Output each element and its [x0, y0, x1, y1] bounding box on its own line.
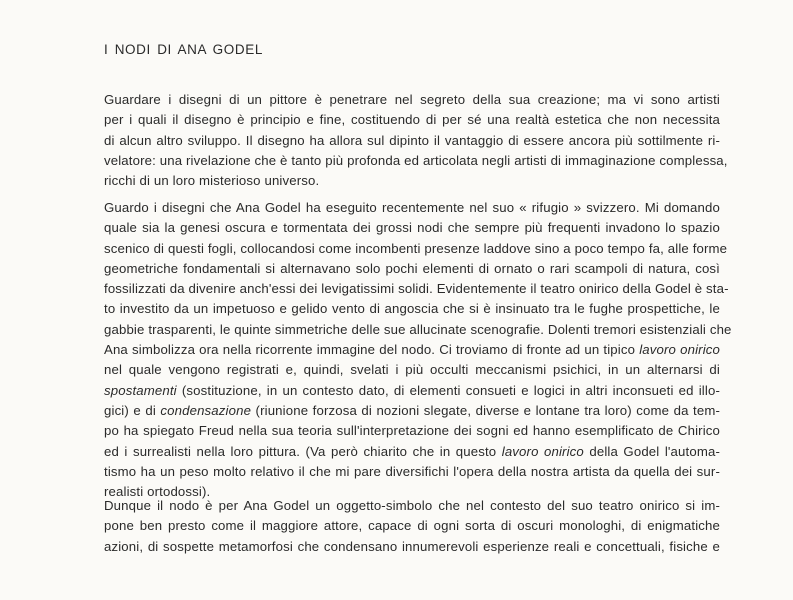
- paragraph-1: [104, 90, 728, 191]
- text-line: quale sia la genesi oscura e tormentata dei grossi nodi che sempre più frequenti invadono lo spazio: [104, 220, 720, 236]
- text-line: gabbie trasparenti, le quinte simmetriche delle sue allucinate scenografie. Dolenti tremori esistenziali che: [104, 321, 732, 337]
- text-line: ed i surrealisti nella loro pittura. (Va però chiarito che in questo lavoro onirico della Godel l'automa-: [104, 443, 720, 459]
- text-line: gici) e di condensazione (riunione forzosa di nozioni slegate, diverse e lontane tra loro) come da tem-: [104, 402, 720, 418]
- text-line: fossilizzati da divenire anch'essi dei levigatissimi solidi. Evidentemente il teatro onirico della Godel è sta-: [104, 281, 729, 297]
- text-line: Dunque il nodo è per Ana Godel un oggetto-simbolo che nel contesto del suo teatro onirico si im-: [104, 498, 720, 513]
- text-line: tismo ha un peso molto relativo il che mi pare diversifichi l'opera della nostra artista da quella dei sur-: [104, 463, 720, 479]
- text-line: scenico di questi fogli, collocandosi come incombenti presenze laddove sino a poco tempo fa, alle forme: [104, 240, 728, 256]
- text-line: po ha spiegato Freud nella sua teoria sull'interpretazione dei sogni ed hanno esemplificato de Chirico: [104, 423, 720, 439]
- text-line: azioni, di sospette metamorfosi che condensano innumerevoli esperienze reali e concettuali, fisiche e: [104, 538, 720, 554]
- text-line: spostamenti (sostituzione, in un contesto dato, di elementi consueti e logici in altri inconsueti ed illo-: [104, 382, 720, 398]
- text-line: di alcun altro sviluppo. Il disegno ha allora sul dipinto il vantaggio di essere ancora più sottilmente ri-: [104, 132, 720, 148]
- text-line: Guardo i disegni che Ana Godel ha eseguito recentemente nel suo « rifugio » svizzero. Mi domando: [104, 200, 720, 215]
- paragraph-3: [104, 496, 720, 557]
- document-title: I NODI DI ANA GODEL: [104, 42, 263, 57]
- text-line: Ana simbolizza ora nella ricorrente immagine del nodo. Ci troviamo di fronte ad un tipico lavoro onirico: [104, 342, 721, 358]
- text-line: velatore: una rivelazione che è tanto più profonda ed articolata negli artisti di immaginazione complessa,: [104, 152, 728, 168]
- text-line: realisti ortodossi).: [104, 484, 211, 500]
- paragraph-2: [104, 198, 732, 502]
- text-line: Guardare i disegni di un pittore è penetrare nel segreto della sua creazione; ma vi sono artisti: [104, 92, 720, 107]
- text-line: to investito da un impetuoso e gelido vento di angoscia che si è insinuato tra le fughe prospettiche, le: [104, 301, 720, 317]
- text-line: nel quale vengono registrati e, quindi, svelati i più occulti meccanismi psichici, in un alternarsi di: [104, 362, 720, 378]
- text-line: per i quali il disegno è principio e fine, costituendo di per sé una realtà estetica che non necessita: [104, 112, 720, 128]
- text-line: geometriche fondamentali si alternavano solo pochi elementi di ornato o rari scampoli di natura, così: [104, 260, 720, 276]
- text-line: pone ben presto come il maggiore attore, capace di ogni sorta di oscuri monologhi, di enigmatiche: [104, 518, 720, 534]
- text-line: ricchi di un loro misterioso universo.: [104, 173, 320, 189]
